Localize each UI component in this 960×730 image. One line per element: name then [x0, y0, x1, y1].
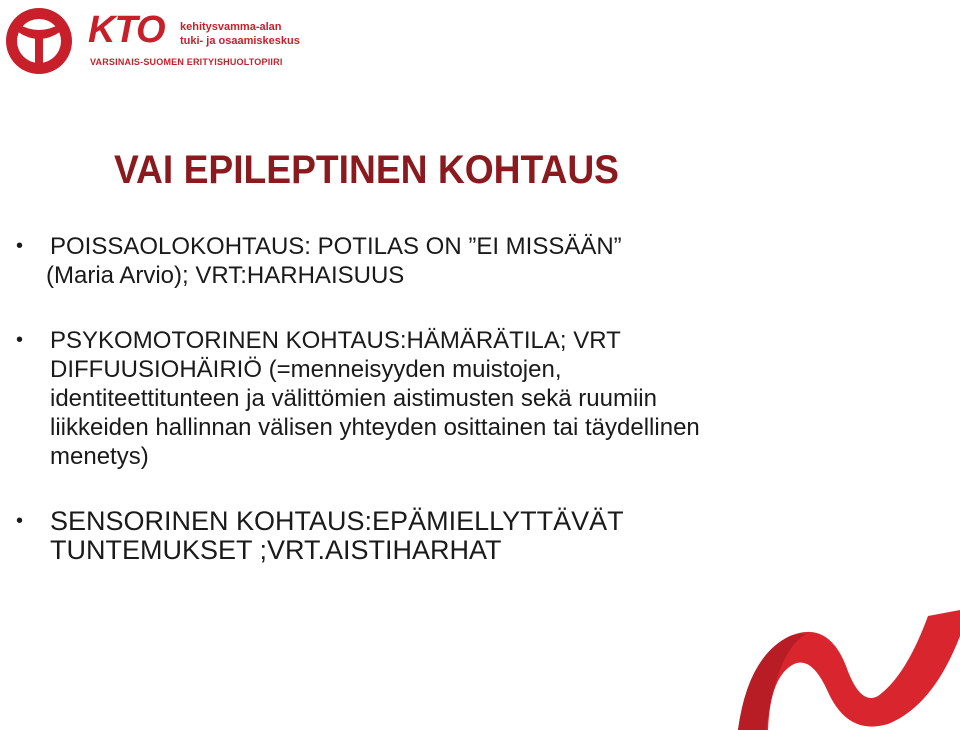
bullet-dot: • — [16, 329, 24, 351]
logo-wordmark: KTO — [88, 9, 165, 51]
logo-tagline-2: tuki- ja osaamiskeskus — [180, 35, 300, 47]
bullet-line: SENSORINEN KOHTAUS:EPÄMIELLYTTÄVÄT — [50, 506, 624, 536]
bullet-line: identiteettitunteen ja välittömien aistimusten sekä ruumiin — [50, 385, 657, 412]
bullet-line: TUNTEMUKSET ;VRT.AISTIHARHAT — [50, 535, 502, 565]
kto-emblem-icon — [4, 6, 84, 76]
bullet-line: PSYKOMOTORINEN KOHTAUS:HÄMÄRÄTILA; VRT — [50, 327, 621, 354]
bullet-dot: • — [16, 235, 24, 257]
bullet-item — [14, 507, 914, 565]
ribbon-swoosh-icon — [728, 596, 960, 730]
slide-title: VAI EPILEPTINEN KOHTAUS — [114, 148, 620, 192]
bullet-line: DIFFUUSIOHÄIRIÖ (=menneisyyden muistojen, — [50, 356, 562, 383]
bullet-line: (Maria Arvio); VRT:HARHAISUUS — [46, 262, 405, 289]
bullet-line: liikkeiden hallinnan välisen yhteyden osittainen tai täydellinen — [50, 414, 700, 441]
bullet-line: POISSAOLOKOHTAUS: POTILAS ON ”EI MISSÄÄN” — [50, 233, 622, 260]
logo-tagline-1: kehitysvamma-alan — [180, 21, 282, 33]
bullet-item — [14, 232, 914, 290]
bullet-item — [14, 326, 914, 471]
bullet-dot: • — [16, 510, 24, 532]
bullet-list — [14, 232, 914, 565]
kto-logo — [4, 6, 324, 76]
logo-subline: VARSINAIS-SUOMEN ERITYISHUOLTOPIIRI — [90, 57, 283, 67]
bullet-line: menetys) — [50, 443, 149, 470]
